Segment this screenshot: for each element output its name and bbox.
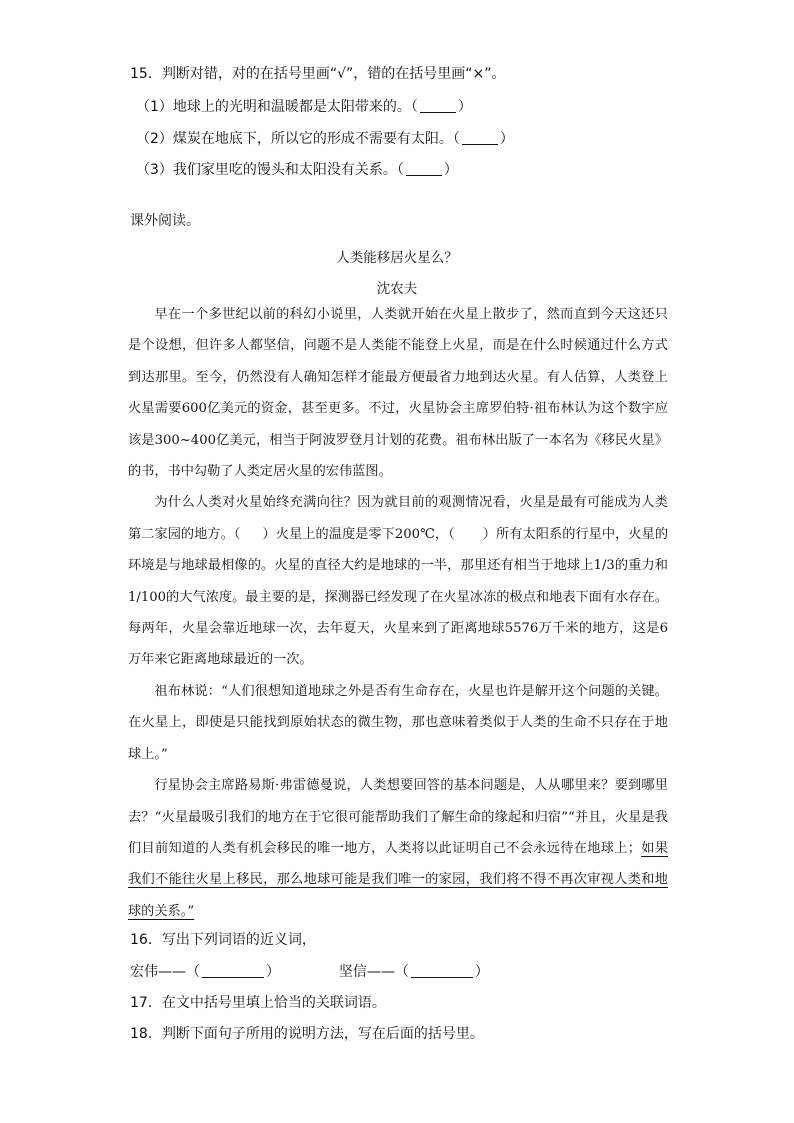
q16-word-2-close: ） xyxy=(474,964,489,980)
answer-blank-1[interactable] xyxy=(420,98,456,113)
q16-word-1: 宏伟——（ xyxy=(130,964,200,980)
paragraph-2-part-b: ）火星上的温度是零下200℃，（ xyxy=(262,526,455,542)
q15-stem: 15．判断对错，对的在括号里画“√”，错的在括号里画“×”。 xyxy=(130,66,506,82)
q16-words xyxy=(130,962,489,982)
paragraph-1: 早在一个多世纪以前的科幻小说里，人类就开始在火星上散步了，然而直到今天这还只是个设想，但许多人都坚信，问题不是人类能不能登上火星，而是在什么时候通过什么方式到达那里。至今，仍然没有人确知怎样才能最方便最省力地到达火星。有人估算，人类登上火星需要600亿美元的资金，甚至更多。不过，火星协会主席罗伯特·祖布林认为这个数字应该是300~400亿美元，相当于阿波罗登月计划的花费。祖布林出版了一本名为《移民火星》的书，书中勾勒了人类定居火星的宏伟蓝图。 xyxy=(128,307,668,480)
q15-item-2 xyxy=(136,129,514,149)
q15-item-2-text: （2）煤炭在地底下，所以它的形成不需要有太阳。（ xyxy=(136,131,460,147)
answer-blank-2[interactable] xyxy=(462,130,498,145)
paragraph-2-part-a: 为什么人类对火星始终充满向往？因为就目前的观测情况看，火星是最有可能成为人类第二家园的地方。（ xyxy=(128,495,668,542)
answer-blank-3[interactable] xyxy=(406,161,442,176)
q15-item-3-text: （3）我们家里吃的馒头和太阳没有关系。（ xyxy=(136,162,404,178)
q15-item-1-text: （1）地球上的光明和温暖都是太阳带来的。（ xyxy=(136,99,418,115)
q17-stem: 17．在文中括号里填上恰当的关联词语。 xyxy=(130,995,386,1011)
article-author: 沈农夫 xyxy=(376,281,418,297)
q15-item-3-close: ） xyxy=(443,162,458,178)
q16-word-1-close: ） xyxy=(266,964,280,980)
synonym-blank-1[interactable] xyxy=(202,963,264,978)
paragraph-3: 祖布林说：“人们很想知道地球之外是否有生命存在，火星也许是解开这个问题的关键。在火星上，即使是只能找到原始状态的微生物，那也意味着类似于人类的生命不只存在于地球上。” xyxy=(128,683,668,762)
paragraph-2 xyxy=(128,487,668,675)
q18-stem: 18．判断下面句子所用的说明方法，写在后面的括号里。 xyxy=(130,1026,484,1042)
q16-word-2: 坚信——（ xyxy=(338,964,409,980)
underlined-sentence: 如果我们不能往火星上移民，那么地球可能是我们唯一的家园，我们将不得不再次审视人类和地球的关系。” xyxy=(128,840,669,919)
q15-item-2-close: ） xyxy=(499,131,514,147)
synonym-blank-2[interactable] xyxy=(411,963,473,978)
reading-header: 课外阅读。 xyxy=(130,213,200,229)
q16-stem: 16．写出下列词语的近义词， xyxy=(130,932,316,948)
q15-item-3 xyxy=(136,160,458,180)
q15-item-1-close: ） xyxy=(457,99,472,115)
paragraph-2-part-c: ）所有太阳系的行星中，火星的环境是与地球最相像的。火星的直径大约是地球的一半，那里还有相当于地球上1/3的重力和1/100的大气浓度。最主要的是，探测器已经发现了在火星冰冻的极点和地表下面有水存在。每两年，火星会靠近地球一次，去年夏天，火星来到了距离地球5576万千米的地方，这是6万年来它距离地球最近的一次。 xyxy=(128,526,669,668)
article-title: 人类能移居火星么？ xyxy=(336,250,458,266)
paragraph-4 xyxy=(128,770,668,927)
article-body xyxy=(128,299,668,927)
paragraph-4-part-a: 行星协会主席路易斯·弗雷德曼说，人类想要回答的基本问题是，人从哪里来？要到哪里去？“火星最吸引我们的地方在于它很可能帮助我们了解生命的缘起和归宿”“并且，火星是我们目前知道的人类有机会移民的唯一地方，人类将以此证明自己不会永远待在地球上； xyxy=(128,778,668,856)
q15-item-1 xyxy=(136,97,472,117)
